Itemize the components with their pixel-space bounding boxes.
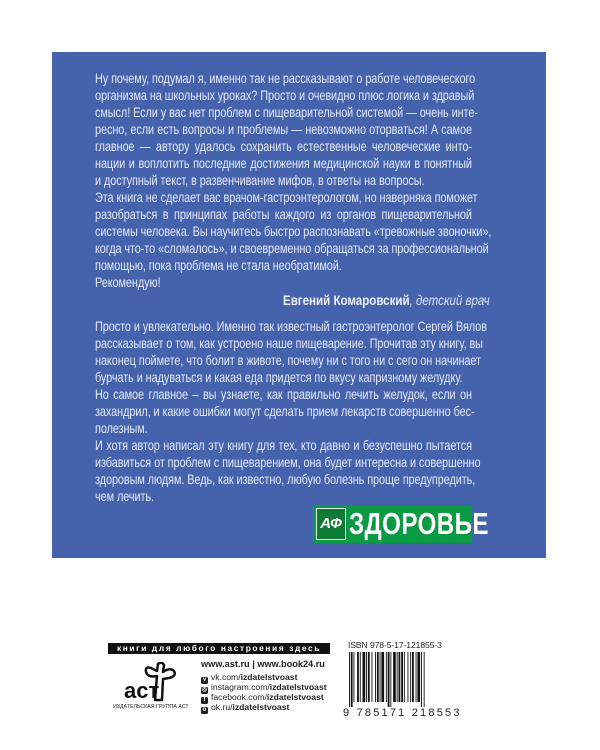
review-author: Евгений Комаровский [283, 293, 410, 308]
review-signature [283, 292, 490, 309]
barcode-bar [366, 652, 367, 702]
barcode [349, 652, 439, 707]
barcode-bar [404, 652, 405, 702]
barcode-bar [357, 652, 359, 702]
text-line: Рекомендую! [95, 275, 161, 290]
publisher-websites[interactable]: www.ast.ru | www.book24.ru [201, 659, 325, 669]
text-line: главное — автору удалось сохранить естественные человеческие инто- [95, 139, 472, 154]
barcode-bar [349, 652, 350, 707]
social-handle: izdatelstvoast [269, 682, 327, 692]
barcode-bar [412, 652, 414, 702]
text-line: Но самое главное – вы узнаете, как правильно лечить желудок, если он [95, 387, 472, 402]
text-line: наконец поймете, что болит в животе, почему ни с того ни с сего он начинает [95, 353, 481, 368]
social-prefix: facebook.com/ [211, 692, 267, 702]
text-line: Ну почему, подумал я, именно так не рассказывают о работе человеческого [95, 71, 476, 86]
social-handle: izdatelstvoast [232, 702, 290, 712]
vk-icon: v [202, 676, 207, 683]
publisher-caption: ИЗДАТЕЛЬСКАЯ ГРУППА АСТ [113, 704, 189, 710]
barcode-bar [368, 652, 370, 702]
text-line: полезным. [95, 421, 148, 436]
text-line: бурчать и надуваться и какая еда придется по вкусу капризному желудку. [95, 370, 463, 385]
text-line: системы человека. Вы научитесь быстро распознавать «тревожные звоночки», [95, 224, 492, 239]
barcode-bar [390, 652, 391, 707]
text-line: и доступный текст, в развенчивание мифов, в ответы на вопросы. [95, 173, 425, 188]
instagram-icon: ◎ [201, 686, 208, 693]
barcode-bar [386, 652, 387, 702]
barcode-bar [410, 652, 411, 702]
barcode-bar [397, 652, 398, 702]
barcode-bar [363, 652, 366, 702]
text-line: Эта книга не сделает вас врачом-гастроэнтерологом, но наверняка поможет [95, 190, 478, 205]
review-komarovsky [95, 70, 492, 291]
book-description [95, 318, 487, 505]
barcode-bar [377, 652, 379, 702]
text-line: разобраться в принципах работы каждого из органов пищеварительной [95, 207, 472, 222]
social-prefix: vk.com/ [211, 672, 241, 682]
social-link[interactable] [201, 702, 289, 712]
social-prefix: instagram.com/ [211, 682, 270, 692]
barcode-bar [372, 652, 373, 702]
barcode-bar [424, 652, 425, 707]
social-link[interactable] [201, 682, 327, 692]
text-line: нации и воплотить последние достижения медицинской науки в понятный [95, 156, 472, 171]
barcode-bar [401, 652, 403, 702]
text-line: чем лечить. [95, 489, 154, 504]
text-line: рассказывает о том, как устроено наше пищеварение. Прочитав эту книгу, вы [95, 336, 483, 351]
barcode-bar [354, 652, 355, 702]
social-link[interactable] [201, 692, 324, 702]
social-link[interactable] [201, 672, 297, 682]
text-line: помощью, пока проблема не стала необратимой. [95, 258, 342, 273]
social-prefix: ok.ru/ [211, 702, 233, 712]
text-line: избавиться от проблем с пищеварением, она будет интересна и совершенно [95, 455, 481, 470]
barcode-bar [381, 652, 384, 702]
text-line: когда что-то «сломалось», и своевременно обращаться за профессиональной [95, 241, 489, 256]
text-line: Просто и увлекательно. Именно так известный гастроэнтеролог Сергей Вялов [95, 319, 487, 334]
text-line: захандрил, и какие ошибки могут сделать прием лекарств совершенно бес- [95, 404, 475, 419]
text-line: здоровым людям. Ведь, как известно, любую болезнь проще предупредить, [95, 472, 476, 487]
barcode-bar [351, 652, 353, 707]
text-line: ресно, если есть вопросы и проблемы — невозможно оторваться! А самое [95, 122, 472, 137]
review-author-role: , детский врач [409, 293, 490, 308]
barcode-bar [360, 652, 361, 702]
barcode-bar [393, 652, 396, 702]
barcode-bar [388, 652, 390, 707]
ast-logo-text: аст [124, 678, 160, 702]
publisher-slogan: книги для любого настроения здесь [108, 643, 330, 654]
social-handle: izdatelstvoast [240, 672, 298, 682]
series-name: ЗДОРОВЬЕ [349, 506, 489, 541]
barcode-bar [380, 652, 381, 702]
barcode-bar [375, 652, 376, 702]
barcode-bar [399, 652, 401, 702]
facebook-icon: f [201, 697, 208, 704]
text-line: организма на школьных уроках? Просто и очевидно плюс логика и здравый [95, 88, 475, 103]
barcode-digits: 9 785171 218553 [343, 707, 462, 719]
text-line: смысл! Если у вас нет проблем с пищеварительной системой — очень инте- [95, 105, 478, 120]
social-handle: izdatelstvoast [266, 692, 324, 702]
text-line: И хотя автор написал эту книгу для тех, кто давно и безуспешно пытается [95, 438, 472, 453]
series-mark: АФ [316, 508, 346, 540]
isbn-label: ISBN 978-5-17-121855-3 [348, 640, 442, 650]
ast-logo [122, 662, 178, 702]
barcode-bar [408, 652, 409, 702]
barcode-bar [417, 652, 420, 702]
series-logo-zdorovie [313, 505, 489, 543]
barcode-bar [421, 652, 422, 707]
ok-icon: o [202, 706, 207, 713]
barcode-bar [416, 652, 417, 702]
